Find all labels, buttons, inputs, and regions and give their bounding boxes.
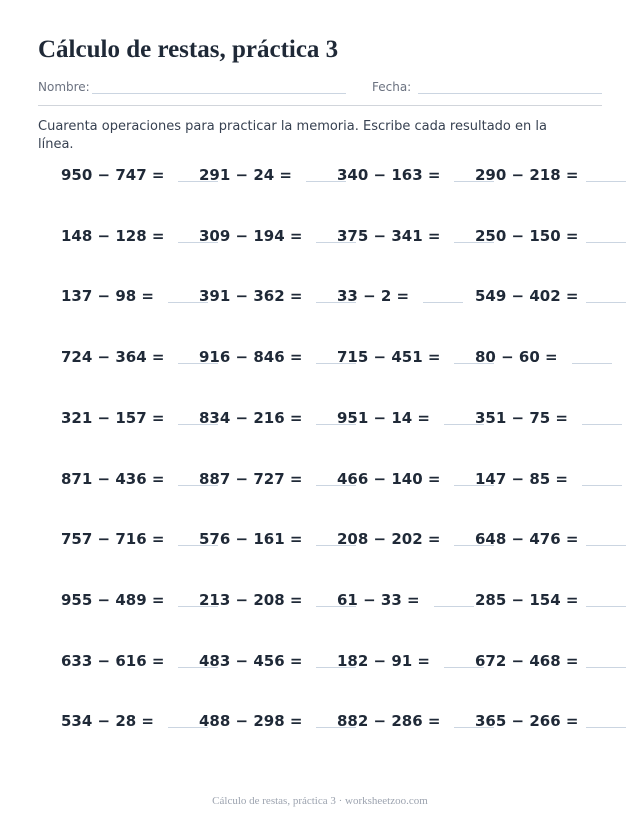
answer-line[interactable] <box>586 667 626 668</box>
problem-expression: 375 − 341 = <box>337 227 441 245</box>
date-field[interactable] <box>418 93 602 94</box>
problem-expression: 182 − 91 = <box>337 652 430 670</box>
problem-expression: 309 − 194 = <box>199 227 303 245</box>
problem-expression: 466 − 140 = <box>337 470 441 488</box>
name-label: Nombre: <box>38 80 90 94</box>
problem-expression: 882 − 286 = <box>337 712 441 730</box>
problem-expression: 950 − 747 = <box>61 166 165 184</box>
problem-expression: 291 − 24 = <box>199 166 292 184</box>
problem-expression: 951 − 14 = <box>337 409 430 427</box>
problem-expression: 148 − 128 = <box>61 227 165 245</box>
name-field[interactable] <box>92 93 346 94</box>
answer-line[interactable] <box>582 485 622 486</box>
problem-expression: 488 − 298 = <box>199 712 303 730</box>
answer-line[interactable] <box>423 302 463 303</box>
problem-expression: 365 − 266 = <box>475 712 579 730</box>
problem-expression: 80 − 60 = <box>475 348 558 366</box>
problem-expression: 250 − 150 = <box>475 227 579 245</box>
problem-expression: 757 − 716 = <box>61 530 165 548</box>
problem-expression: 213 − 208 = <box>199 591 303 609</box>
problem-expression: 33 − 2 = <box>337 287 410 305</box>
problem-expression: 887 − 727 = <box>199 470 303 488</box>
answer-line[interactable] <box>586 606 626 607</box>
problem-expression: 340 − 163 = <box>337 166 441 184</box>
problem-expression: 321 − 157 = <box>61 409 165 427</box>
problem-expression: 916 − 846 = <box>199 348 303 366</box>
answer-line[interactable] <box>582 424 622 425</box>
problem-expression: 290 − 218 = <box>475 166 579 184</box>
problem-expression: 576 − 161 = <box>199 530 303 548</box>
problem-expression: 955 − 489 = <box>61 591 165 609</box>
problem-expression: 724 − 364 = <box>61 348 165 366</box>
answer-line[interactable] <box>572 363 612 364</box>
problem-expression: 834 − 216 = <box>199 409 303 427</box>
header-fields <box>38 78 602 98</box>
problem-expression: 648 − 476 = <box>475 530 579 548</box>
answer-line[interactable] <box>586 181 626 182</box>
problem-expression: 534 − 28 = <box>61 712 154 730</box>
problem-expression: 633 − 616 = <box>61 652 165 670</box>
problem-expression: 208 − 202 = <box>337 530 441 548</box>
instructions-text: Cuarenta operaciones para practicar la memoria. Escribe cada resultado en la línea. <box>38 119 547 152</box>
problem-expression: 672 − 468 = <box>475 652 579 670</box>
problem-expression: 483 − 456 = <box>199 652 303 670</box>
problem-expression: 147 − 85 = <box>475 470 568 488</box>
problem-expression: 391 − 362 = <box>199 287 303 305</box>
answer-line[interactable] <box>434 606 474 607</box>
date-label: Fecha: <box>372 80 412 94</box>
answer-line[interactable] <box>586 727 626 728</box>
problem-expression: 137 − 98 = <box>61 287 154 305</box>
page-footer: Cálculo de restas, práctica 3 · worksheetzoo.com <box>212 795 428 807</box>
problem-expression: 871 − 436 = <box>61 470 165 488</box>
problem-expression: 715 − 451 = <box>337 348 441 366</box>
problem-expression: 61 − 33 = <box>337 591 420 609</box>
worksheet-title: Cálculo de restas, práctica 3 <box>38 36 339 63</box>
problem-expression: 351 − 75 = <box>475 409 568 427</box>
header-divider <box>38 105 602 106</box>
answer-line[interactable] <box>586 242 626 243</box>
answer-line[interactable] <box>586 545 626 546</box>
problem-expression: 549 − 402 = <box>475 287 579 305</box>
answer-line[interactable] <box>586 302 626 303</box>
problem-expression: 285 − 154 = <box>475 591 579 609</box>
